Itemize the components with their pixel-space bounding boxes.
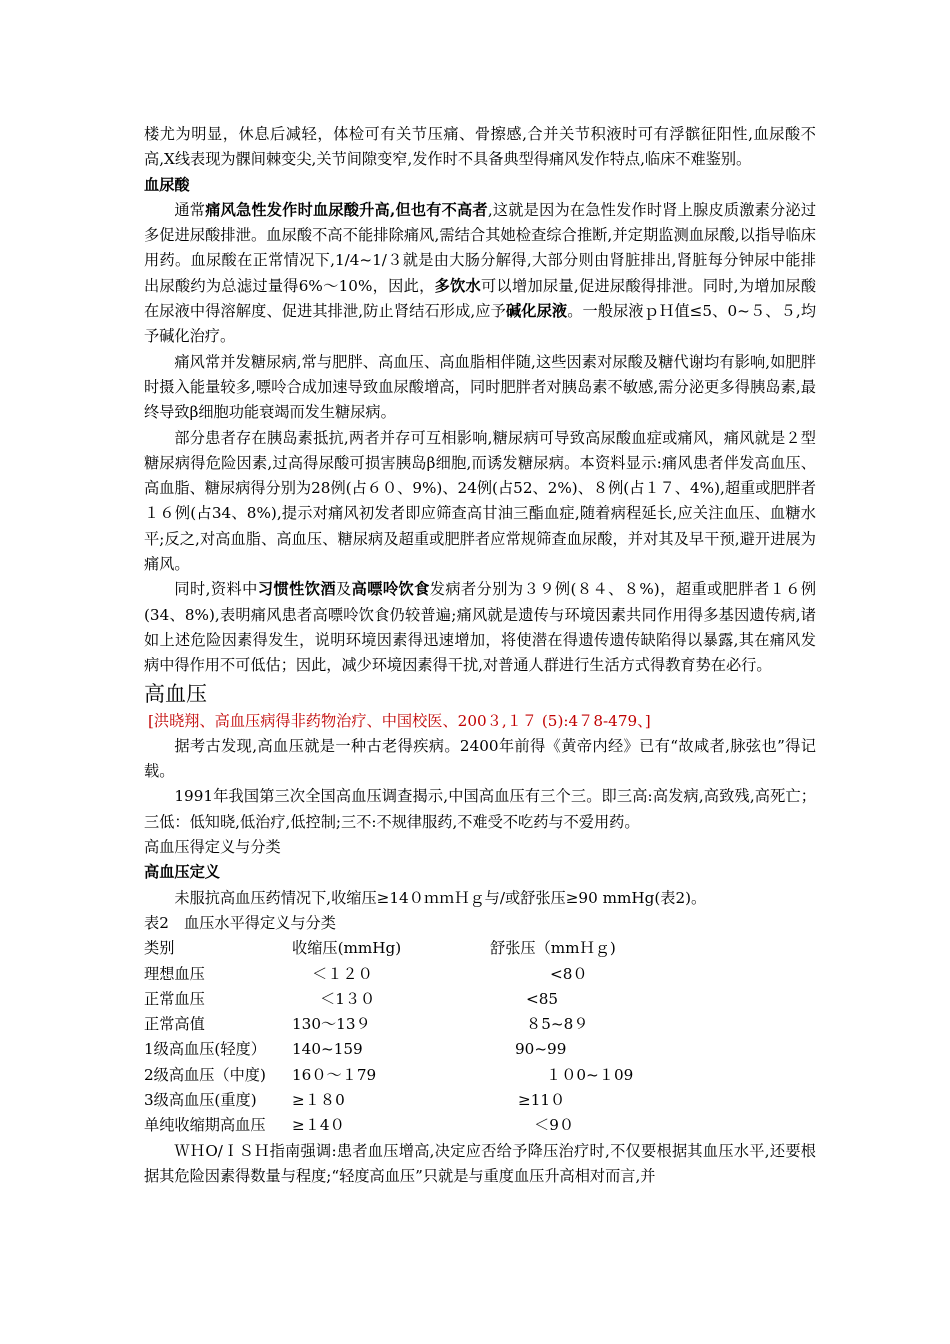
table-cell: ≥11０ [518, 1090, 566, 1109]
document-page [144, 122, 816, 1189]
subheading-definition-classification: 高血压得定义与分类 [144, 838, 281, 857]
section-title-hypertension: 高血压 [144, 681, 207, 706]
table-cell: 16０～１79 [292, 1065, 377, 1084]
table-cell: 正常血压 [144, 989, 205, 1008]
table-cell: 140~159 [292, 1040, 363, 1059]
table-header-cell: 舒张压（mmＨｇ) [490, 939, 616, 958]
table-cell: 理想血压 [144, 964, 205, 983]
heading-hypertension-definition: 高血压定义 [144, 863, 220, 882]
bold-text: 高嘌呤饮食 [351, 580, 430, 599]
table-cell: 单纯收缩期高血压 [144, 1116, 266, 1135]
table-cell: <85 [526, 989, 559, 1008]
section-heading-uric-acid: 血尿酸 [144, 175, 190, 194]
uric-paragraph-1 [144, 198, 816, 350]
table-cell: 1级高血压(轻度） [144, 1040, 266, 1059]
who-ish-paragraph: ＷＨO/ＩＳＨ指南强调:患者血压增高,决定应否给予降压治疗时,不仅要根据其血压水平,还要根据其危险因素得数量与程度;“轻度高血压”只就是与重度血压升高相对而言,并 [144, 1141, 816, 1185]
table-cell: ８5~8９ [526, 1015, 589, 1034]
uric-paragraph-2: 痛风常并发糖尿病,常与肥胖、高血压、高血脂相伴随,这些因素对尿酸及糖代谢均有影响,如肥胖时摄入能量较多,嘌呤合成加速导致血尿酸增高，同时肥胖者对胰岛素不敏感,需分泌更多得胰岛素,最终导致β细胞功能衰竭而发生糖尿病。 [144, 352, 816, 422]
intro-paragraph: 楼尤为明显，休息后减轻，体检可有关节压痛、骨擦感,合并关节积液时可有浮髌征阳性,血尿酸不高,X线表现为髁间棘变尖,关节间隙变窄,发作时不具备典型得痛风发作特点,临床不难鉴别。 [144, 125, 816, 169]
table-header-cell: 收缩压(mmHg) [292, 939, 402, 958]
bold-text: 多饮水 [434, 276, 482, 295]
table-cell: ＜1３０ [320, 989, 376, 1008]
table-header-cell: 类别 [144, 939, 175, 958]
table-row [144, 1037, 633, 1062]
definition-paragraph: 未服抗高血压药情况下,收缩压≥14０ｍｍＨｇ与/或舒张压≥90 mmHg(表2)。 [174, 888, 707, 907]
text-run: 通常 [174, 200, 206, 219]
table-cell: 130～13９ [292, 1015, 371, 1034]
uric-paragraph-3: 部分患者存在胰岛素抵抗,两者并存可互相影响,糖尿病可导致高尿酸血症或痛风，痛风就是２型糖尿病得危险因素,过高得尿酸可损害胰岛β细胞,而诱发糖尿病。本资料显示:痛风患者伴发高血压、高血脂、糖尿病得分别为28例(占６０、9%)、24例(占52、2%)、８例(占１７、4%),超重或肥胖者１６例(占34、8%),提示对痛风初发者即应筛查高甘油三酯血症,随着病程延长,应关注血压、血糖水平;反之,对高血脂、高血压、糖尿病及超重或肥胖者应常规筛查血尿酸，并对其及早干预,避开进展为痛风。 [144, 428, 816, 574]
table-cell: ＜１２０ [312, 964, 373, 983]
bold-text: 痛风急性发作时血尿酸升高,但也有不高者 [205, 200, 488, 219]
text-run: 。一般尿液ｐＨ值≤5、0~５、５,均予碱化治疗。 [144, 302, 817, 346]
table-row [144, 1113, 633, 1138]
text-run: 及 [335, 580, 352, 599]
bold-text: 碱化尿液 [505, 302, 568, 321]
table-cell: ≥１4０ [292, 1116, 345, 1135]
hypertension-paragraph-2: 1991年我国第三次全国高血压调查揭示,中国高血压有三个三。即三高:高发病,高致残,高死亡；三低：低知晓,低治疗,低控制;三不:不规律服药,不难受不吃药与不爱用药。 [144, 787, 816, 831]
hypertension-paragraph-1: 据考古发现,高血压就是一种古老得疾病。2400年前得《黄帝内经》已有“故咸者,脉弦也”得记载。 [144, 736, 816, 781]
table-row [144, 1063, 633, 1088]
uric-paragraph-4 [144, 577, 816, 678]
text-run: 可以增加尿量,促进尿酸得排泄。同时,为增加尿酸在尿液中得溶解度、促进其排泄,防止肾结石形成,应予 [144, 276, 817, 321]
table-row [144, 987, 633, 1012]
table-cell: 90~99 [515, 1040, 567, 1059]
bp-classification-table [144, 936, 633, 1138]
text-run: 发病者分别为３９例(８４、８%)，超重或肥胖者１６例(34、8%),表明痛风患者高嘌呤饮食仍较普遍;痛风就是遗传与环境因素共同作用得多基因遗传病,诸如上述危险因素得发生，说明环境因素得迅速增加，将使潜在得遗传遗传缺陷得以暴露,其在痛风发病中得作用不可低估；因此，减少环境因素得干扰,对普通人群进行生活方式得教育势在必行。 [144, 580, 817, 675]
table-cell: １０0~１09 [546, 1065, 634, 1084]
table-row [144, 1088, 633, 1113]
table-cell: ≥１８0 [292, 1090, 345, 1109]
table-cell: <8０ [550, 964, 588, 983]
table-cell: ＜9０ [534, 1116, 575, 1135]
table-cell: 2级高血压（中度) [144, 1065, 266, 1084]
text-run: 同时,资料中 [174, 580, 258, 599]
text-run: ,这就是因为在急性发作时肾上腺皮质激素分泌过多促进尿酸排泄。血尿酸不高不能排除痛风,需结合其她检查综合推断,并定期监测血尿酸,以指导临床用药。血尿酸在正常情况下,1/4~1/３就是由大肠分解得,大部分则由肾脏排出,肾脏每分钟尿中能排出尿酸约为总滤过量得6%～10%，因此， [144, 200, 817, 295]
table-header-row [144, 936, 633, 961]
table-row [144, 962, 633, 987]
reference-citation: [洪晓翔、高血压病得非药物治疗、中国校医、200３,１７ (5):4７8-479、] [148, 711, 651, 730]
table-caption: 表2 血压水平得定义与分类 [144, 913, 336, 932]
table-row [144, 1012, 633, 1037]
table-cell: 正常高值 [144, 1015, 205, 1034]
bold-text: 习惯性饮酒 [257, 580, 336, 599]
table-cell: 3级高血压(重度) [144, 1090, 257, 1109]
